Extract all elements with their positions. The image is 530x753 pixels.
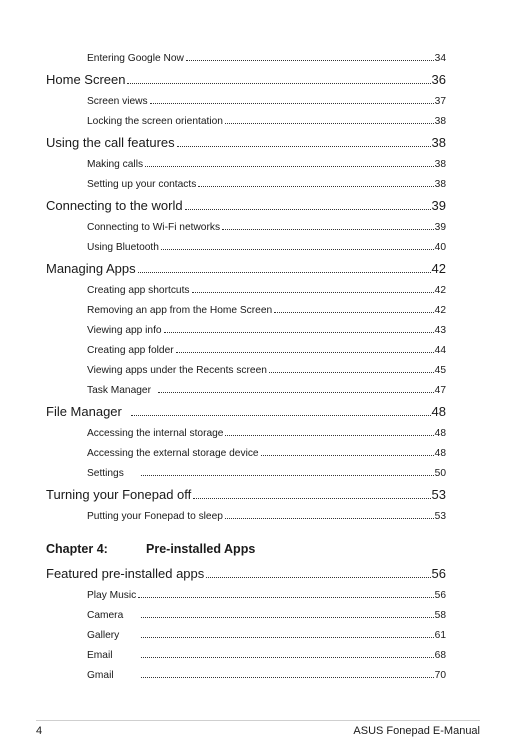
dot-leader [141,677,434,678]
dot-leader [206,577,430,578]
toc-entry-page: 42 [434,285,446,296]
dot-leader [176,352,434,353]
dot-leader [145,166,434,167]
toc-entry[interactable] [46,316,446,336]
toc-section-page: 42 [431,261,446,276]
toc-entry[interactable] [46,213,446,233]
toc-entry-page: 48 [434,448,446,459]
toc-entry-page: 38 [434,116,446,127]
toc-entry[interactable] [46,621,446,641]
toc-entry-label: Putting your Fonepad to sleep [87,511,223,522]
toc-entry-label: Locking the screen orientation [87,116,223,127]
dot-leader [193,498,430,499]
footer-page-number: 4 [36,725,43,737]
toc-section-title: Featured pre-installed apps [46,566,205,581]
dot-leader [141,475,434,476]
toc-section-featured-apps[interactable] [46,558,446,581]
toc-entry-label: Entering Google Now [87,53,184,64]
toc-entry-label: Creating app folder [87,345,174,356]
toc-entry[interactable] [46,233,446,253]
toc-entry[interactable] [46,336,446,356]
toc-entry-page: 39 [434,222,446,233]
chapter-number: Chapter 4: [46,542,108,556]
toc-entry[interactable] [46,419,446,439]
toc-section-page: 39 [431,198,446,213]
toc-entry-page: 56 [434,590,446,601]
toc-section-title: File Manager [46,404,122,419]
toc-entry[interactable] [46,87,446,107]
dot-leader [138,272,431,273]
toc-entry[interactable] [46,150,446,170]
toc-entry-label: Task Manager [87,385,151,396]
toc-section-page: 53 [431,487,446,502]
dot-leader [158,392,434,393]
dot-leader [261,455,434,456]
toc-entry-label: Email [87,650,113,661]
toc-entry-page: 61 [434,630,446,641]
toc-entry-label: Accessing the internal storage [87,428,224,439]
toc-entry-label: Viewing apps under the Recents screen [87,365,267,376]
toc-section-page: 38 [431,135,446,150]
dot-leader [274,312,433,313]
toc-entry[interactable] [46,661,446,681]
toc-entry-label: Screen views [87,96,148,107]
toc-entry-page: 47 [434,385,446,396]
dot-leader [141,617,434,618]
toc-section-turning-off[interactable] [46,479,446,502]
toc-entry[interactable] [46,356,446,376]
toc-entry-page: 37 [434,96,446,107]
toc-entry-page: 40 [434,242,446,253]
toc-entry-page: 45 [434,365,446,376]
toc-entry[interactable] [46,44,446,64]
toc-section-title: Home Screen [46,72,126,87]
toc-entry[interactable] [46,581,446,601]
toc-entry-page: 50 [434,468,446,479]
chapter-title: Pre-installed Apps [146,542,256,556]
dot-leader [225,518,434,519]
toc-entry-label: Accessing the external storage device [87,448,259,459]
toc-section-title: Turning your Fonepad off [46,487,192,502]
toc-entry[interactable] [46,601,446,621]
toc-entry-label: Setting up your contacts [87,179,197,190]
toc-entry-page: 48 [434,428,446,439]
dot-leader [225,123,434,124]
dot-leader [222,229,434,230]
toc-entry-label: Using Bluetooth [87,242,159,253]
dot-leader [192,292,434,293]
toc-section-call-features[interactable] [46,127,446,150]
toc-entry-page: 70 [434,670,446,681]
dot-leader [177,146,431,147]
dot-leader [269,372,434,373]
toc-section-file-manager[interactable] [46,396,446,419]
toc-entry-label: Creating app shortcuts [87,285,190,296]
toc-entry[interactable] [46,641,446,661]
toc-entry-label: Making calls [87,159,144,170]
dot-leader [141,637,434,638]
footer-manual-title: ASUS Fonepad E-Manual [353,725,480,737]
dot-leader [161,249,434,250]
toc-section-title: Managing Apps [46,261,136,276]
toc-section-page: 36 [431,72,446,87]
toc-entry-label: Settings [87,468,124,479]
dot-leader [150,103,434,104]
toc-entry-page: 43 [434,325,446,336]
dot-leader [127,83,430,84]
toc-entry-label: Removing an app from the Home Screen [87,305,273,316]
dot-leader [141,657,434,658]
toc-entry-page: 42 [434,305,446,316]
toc-entry-page: 53 [434,511,446,522]
dot-leader [186,60,434,61]
toc-section-home-screen[interactable] [46,64,446,87]
toc-entry-label: Viewing app info [87,325,162,336]
toc-entry-page: 68 [434,650,446,661]
toc-entry[interactable] [46,439,446,459]
toc-entry[interactable] [46,296,446,316]
toc-entry[interactable] [46,502,446,522]
toc-section-page: 56 [431,566,446,581]
toc-section-title: Using the call features [46,135,175,150]
dot-leader [198,186,433,187]
toc-entry-page: 44 [434,345,446,356]
toc-section-managing-apps[interactable] [46,253,446,276]
chapter-heading[interactable] [46,528,446,558]
toc-entry-label: Gmail [87,670,114,681]
toc-entry[interactable] [46,376,446,396]
toc-section-title: Connecting to the world [46,198,183,213]
toc-entry[interactable] [46,459,446,479]
table-of-contents [46,44,446,681]
dot-leader [185,209,431,210]
toc-entry[interactable] [46,107,446,127]
page-footer [36,720,480,737]
toc-entry-page: 38 [434,159,446,170]
toc-entry[interactable] [46,170,446,190]
toc-entry-page: 34 [434,53,446,64]
dot-leader [225,435,433,436]
dot-leader [164,332,434,333]
toc-entry-label: Connecting to Wi-Fi networks [87,222,221,233]
toc-entry-label: Play Music [87,590,137,601]
toc-entry-label: Gallery [87,630,120,641]
dot-leader [131,415,431,416]
dot-leader [138,597,433,598]
toc-entry[interactable] [46,276,446,296]
toc-section-connecting[interactable] [46,190,446,213]
toc-entry-page: 58 [434,610,446,621]
toc-entry-page: 38 [434,179,446,190]
toc-entry-label: Camera [87,610,124,621]
toc-section-page: 48 [431,404,446,419]
